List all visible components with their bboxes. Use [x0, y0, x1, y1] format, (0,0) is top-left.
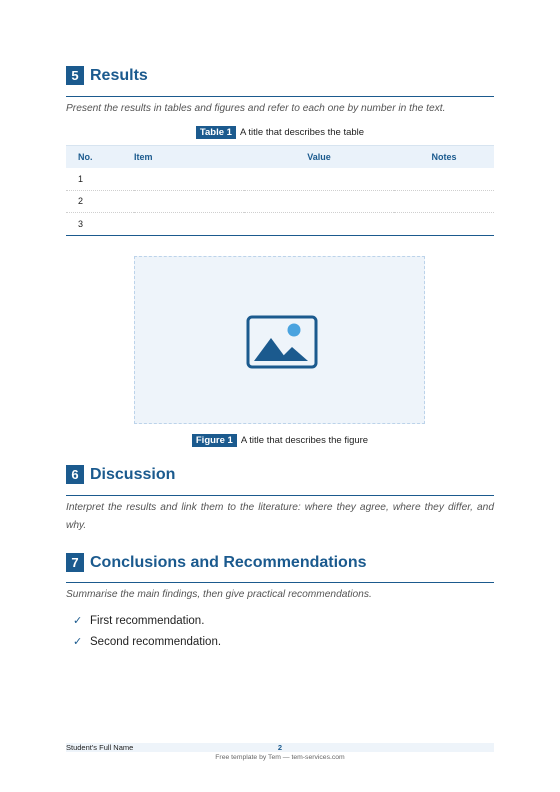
table-row	[66, 213, 494, 236]
section-title: Discussion	[90, 465, 176, 483]
checkmark-icon: ✓	[73, 615, 83, 627]
recommendation-list	[73, 610, 221, 652]
table-cell	[244, 213, 394, 236]
table-cell	[134, 190, 244, 213]
table-cell: 2	[66, 190, 134, 213]
footer-credit: Free template by Tem — tem-services.com	[215, 754, 345, 761]
section-intro: Present the results in tables and figures and refer to each one by number in the text.	[66, 103, 446, 114]
table-cell	[244, 190, 394, 213]
figure-caption	[0, 434, 560, 447]
section-number: 7	[66, 553, 84, 572]
table-cell	[394, 213, 494, 236]
checkmark-icon: ✓	[73, 636, 83, 648]
table-cell	[394, 168, 494, 190]
section-discussion-heading	[66, 465, 494, 484]
section-rule	[66, 96, 494, 97]
table-header-cell: Value	[244, 146, 394, 169]
results-table	[66, 145, 494, 236]
section-title: Conclusions and Recommendations	[90, 553, 367, 571]
footer-page-number: 2	[277, 743, 283, 752]
section-title: Results	[90, 66, 148, 84]
table-row	[66, 168, 494, 190]
section-conclusions-heading	[66, 553, 494, 572]
figure-caption-label: Figure 1	[192, 434, 237, 447]
section-number: 6	[66, 465, 84, 484]
figure-caption-text: A title that describes the figure	[240, 435, 369, 446]
recommendation-text: First recommendation.	[90, 614, 205, 627]
table-caption-text: A title that describes the table	[239, 127, 365, 138]
table-header-cell: Item	[134, 146, 244, 169]
table-cell: 3	[66, 213, 134, 236]
list-item	[73, 610, 221, 631]
table-cell	[244, 168, 394, 190]
section-number: 5	[66, 66, 84, 85]
recommendation-text: Second recommendation.	[90, 635, 222, 648]
table-caption	[0, 126, 560, 139]
section-intro: Interpret the results and link them to the literature: where they agree, where they differ, and why.	[66, 502, 494, 531]
section-intro: Summarise the main findings, then give practical recommendations.	[66, 589, 372, 600]
table-cell	[394, 190, 494, 213]
table-cell	[134, 168, 244, 190]
image-placeholder-icon	[246, 315, 318, 369]
table-header-cell: Notes	[394, 146, 494, 169]
table-caption-label: Table 1	[196, 126, 236, 139]
table-cell: 1	[66, 168, 134, 190]
section-results-heading	[66, 66, 494, 85]
figure-placeholder	[134, 256, 425, 424]
table-row	[66, 190, 494, 213]
list-item	[73, 631, 221, 652]
section-rule	[66, 495, 494, 496]
section-rule	[66, 582, 494, 583]
footer-student-name: Student's Full Name	[66, 743, 134, 752]
table-header-cell: No.	[66, 146, 134, 169]
table-cell	[134, 213, 244, 236]
table-header-row	[66, 146, 494, 169]
